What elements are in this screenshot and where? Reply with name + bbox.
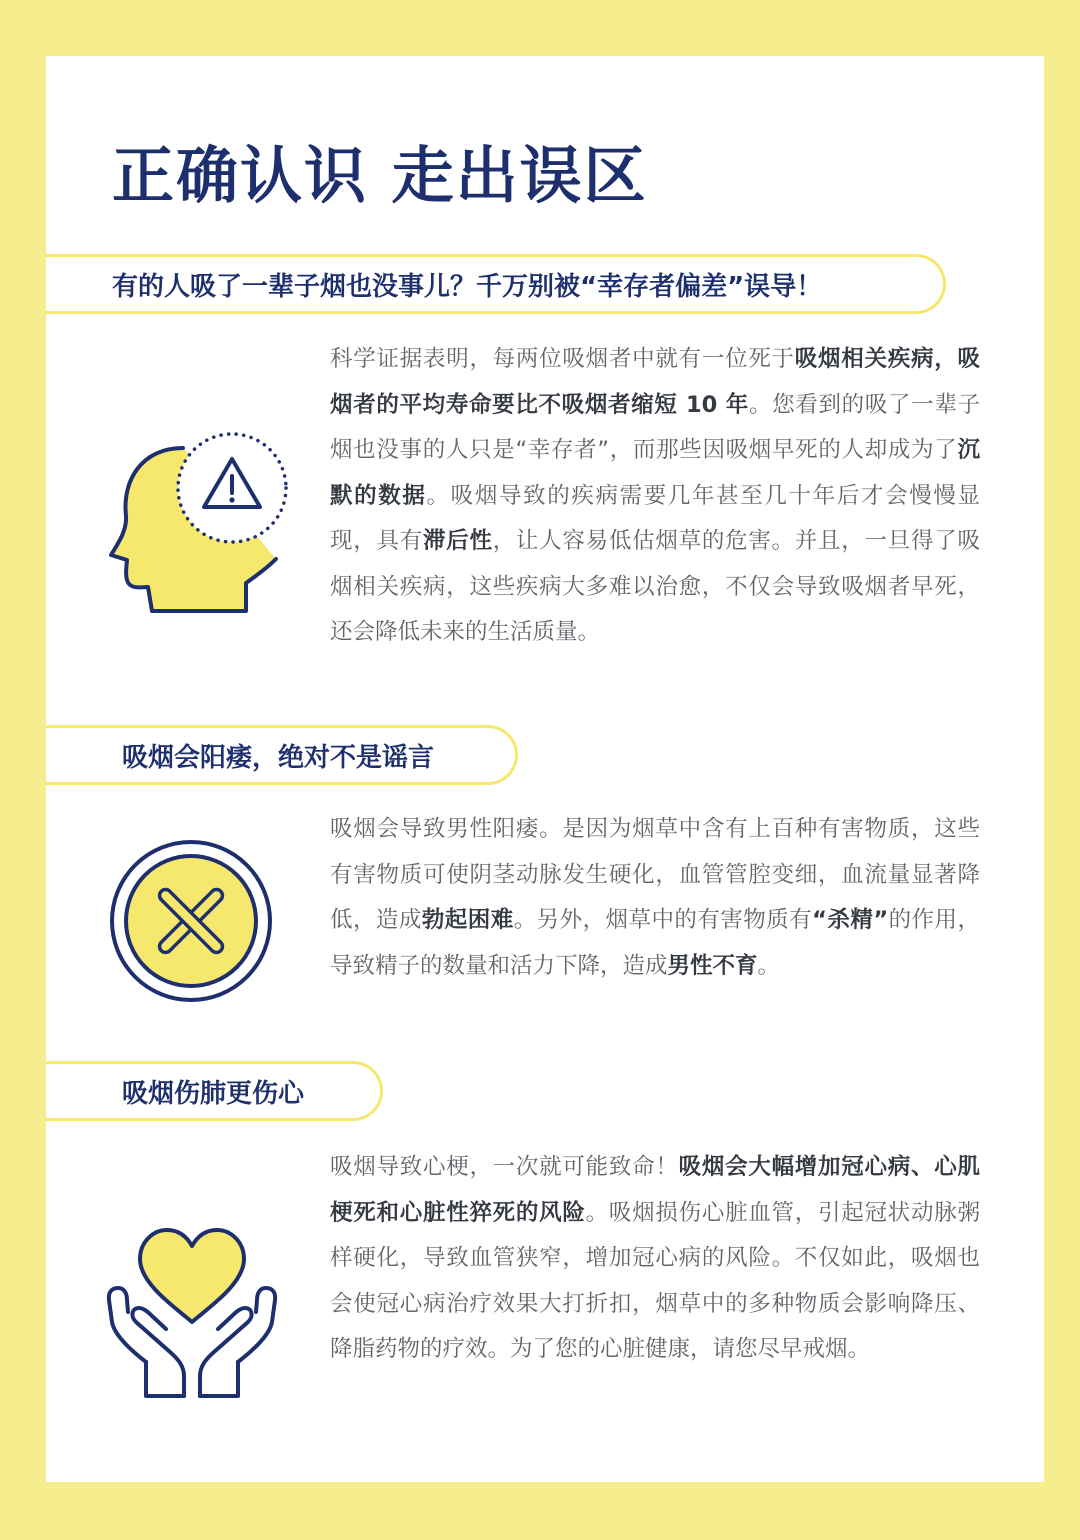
section-heading-3 — [46, 1061, 383, 1121]
section-paragraph-3: 吸烟导致心梗，一次就可能致命！吸烟会大幅增加冠心病、心肌梗死和心脏性猝死的风险。吸烟损伤心脏血管，引起冠状动脉粥样硬化，导致血管狭窄，增加冠心病的风险。不仅如此，吸烟也会使冠心病治疗效果大打折扣，烟草中的多种物质会影响降压、降脂药物的疗效。为了您的心脏健康，请您尽早戒烟。 — [330, 1154, 980, 1362]
section-heading-1 — [46, 254, 946, 314]
section-paragraph-2: 吸烟会导致男性阳痿。是因为烟草中含有上百种有害物质，这些有害物质可使阴茎动脉发生硬化，血管管腔变细，血流量显著降低，造成勃起困难。另外，烟草中的有害物质有“杀精”的作用，导致精子的数量和活力下降，造成男性不育。 — [330, 816, 980, 979]
hands-heart-icon — [106, 1226, 278, 1400]
section-heading-text: 吸烟伤肺更伤心 — [122, 1078, 305, 1109]
section-heading-text: 吸烟会阳痿，绝对不是谣言 — [122, 742, 435, 773]
content-card — [46, 56, 1044, 1482]
head-warning-icon — [108, 431, 294, 617]
cross-circle-icon — [108, 838, 274, 1004]
section-paragraph-1: 科学证据表明，每两位吸烟者中就有一位死于吸烟相关疾病，吸烟者的平均寿命要比不吸烟者缩短 10 年。您看到的吸了一辈子烟也没事的人只是“幸存者”，而那些因吸烟早死的人却成为了沉默的数据。吸烟导致的疾病需要几年甚至几十年后才会慢慢显现，具有滞后性，让人容易低估烟草的危害。并且，一旦得了吸烟相关疾病，这些疾病大多难以治愈，不仅会导致吸烟者早死，还会降低未来的生活质量。 — [330, 346, 980, 645]
section-heading-2 — [46, 725, 518, 785]
section-heading-text: 有的人吸了一辈子烟也没事儿？千万别被“幸存者偏差”误导！ — [112, 271, 823, 302]
page-title: 正确认识 走出误区 — [112, 139, 648, 212]
